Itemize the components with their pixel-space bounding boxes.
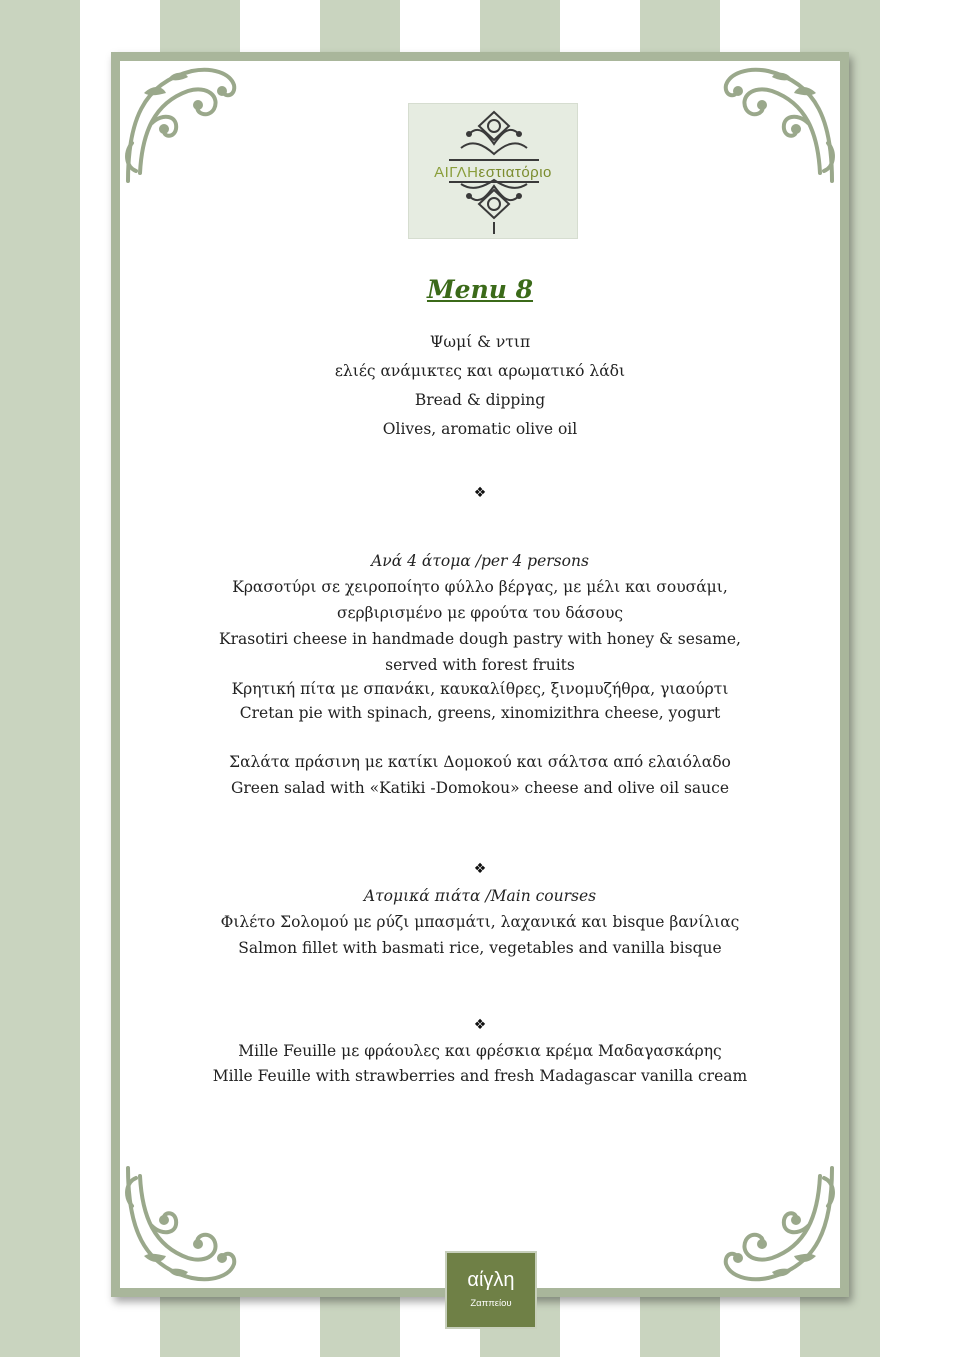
menu-line: Green salad with «Katiki -Domokou» cheese and olive oil sauce [230, 779, 729, 797]
corner-ornament-icon [713, 63, 838, 188]
restaurant-logo [408, 103, 578, 239]
menu-line: Bread & dipping [414, 391, 546, 409]
menu-line: Krasotiri cheese in handmade dough pastry with honey & sesame, [219, 630, 741, 648]
menu-line: σερβιρισμένο με φρούτα του δάσους [336, 604, 624, 622]
menu-line: served with forest fruits [385, 656, 575, 674]
menu-frame [111, 52, 849, 1309]
divider-diamond-icon: ❖ [473, 485, 487, 501]
corner-ornament-icon [122, 1161, 247, 1286]
menu-line: Mille Feuille with strawberries and fresh Madagascar vanilla cream [212, 1067, 748, 1085]
menu-line: Φιλέτο Σολομού με ρύζι μπασμάτι, λαχανικά και bisque βανίλιας [220, 913, 740, 931]
divider-diamond-icon: ❖ [473, 861, 487, 877]
corner-ornament-icon [122, 63, 247, 188]
menu-line: Cretan pie with spinach, greens, xinomizithra cheese, yogurt [239, 704, 721, 722]
menu-line: Κρητική πίτα με σπανάκι, καυκαλίθρες, ξινομυζήθρα, γιαούρτι [231, 680, 729, 698]
menu-line: Olives, aromatic olive oil [382, 420, 578, 438]
section-heading-sharing: Ανά 4 άτομα /per 4 persons [371, 552, 589, 570]
menu-title: Menu 8 [426, 275, 534, 304]
menu-line: ελιές ανάμικτες και αρωματικό λάδι [334, 362, 626, 380]
badge-name: αίγλη [467, 1269, 515, 1291]
menu-line: Mille Feuille με φράουλες και φρέσκια κρέμα Μαδαγασκάρης [238, 1042, 722, 1060]
section-heading-mains: Ατομικά πιάτα /Main courses [363, 887, 597, 905]
restaurant-badge [445, 1251, 537, 1329]
logo-tagline: εστιατόριο [478, 164, 552, 181]
badge-sub: Ζαππείου [470, 1298, 512, 1309]
logo-wordmark [409, 164, 577, 181]
menu-page [120, 61, 840, 1309]
menu-line: Salmon fillet with basmati rice, vegetables and vanilla bisque [238, 939, 722, 957]
menu-line: Σαλάτα πράσινη με κατίκι Δομοκού και σάλτσα από ελαιόλαδο [229, 753, 731, 771]
corner-ornament-icon [713, 1161, 838, 1286]
menu-line: Ψωμί & ντιπ [429, 333, 531, 351]
logo-name: ΑΙΓΛΗ [434, 164, 479, 181]
menu-line: Κρασοτύρι σε χειροποίητο φύλλο βέργας, με μέλι και σουσάμι, [232, 578, 728, 596]
divider-diamond-icon: ❖ [473, 1017, 487, 1033]
